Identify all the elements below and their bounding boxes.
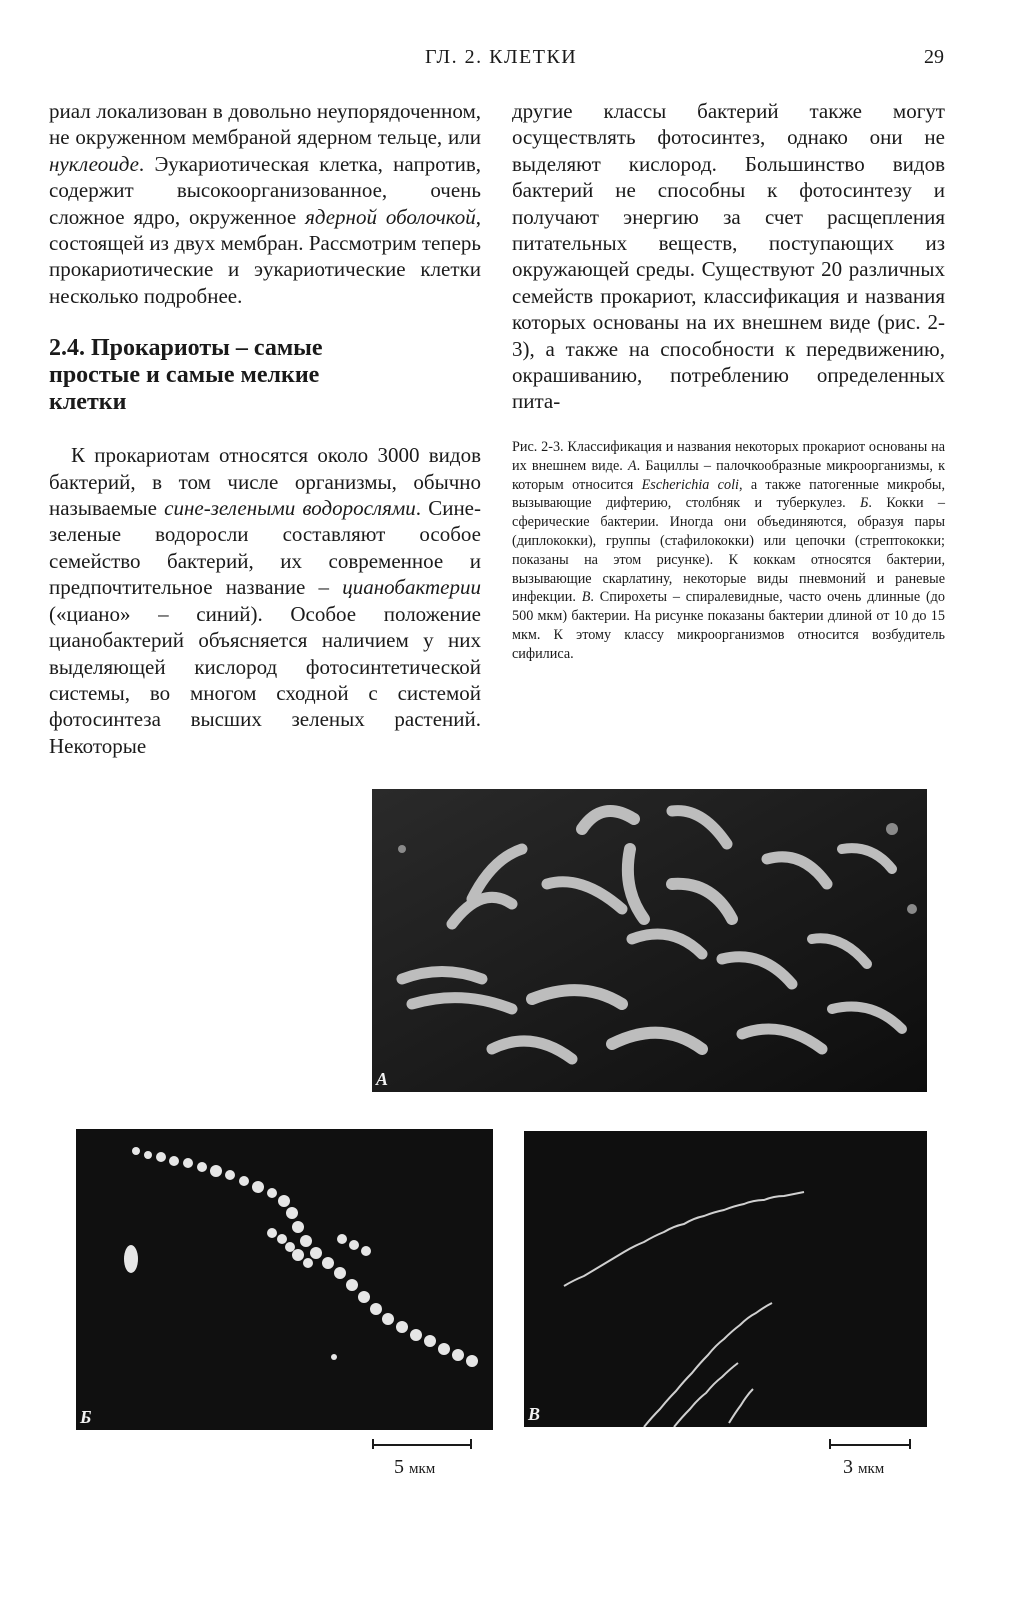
scale-value: 5 xyxy=(394,1456,404,1478)
caption-run: . Спирохеты – спиралевидные, часто очень длинные (до 500 мкм) бактерии. На рисунке показаны бактерии длиной от 10 до 15 мкм. К этому классу микроорганизмов относится возбудитель сифилиса. xyxy=(512,589,945,662)
panel-label-b: Б xyxy=(80,1407,92,1427)
text-run: , состоящей из двух мембран. Рассмотрим теперь прокариотические и эукариотические клетки несколько подробнее. xyxy=(49,204,481,308)
text-run: . Сине-зеленые водоросли составляют особое семейство бактерий, их современное и предпочтительное название – xyxy=(49,496,481,600)
scale-bar-line xyxy=(372,1444,472,1446)
continuation-paragraph: другие классы бактерий также могут осуществлять фотосинтез, однако они не выделяют кислород. Большинство видов бактерий не способны к фотосинтезу и получают энергию за счет расщепления питательных веществ, поступающих из окружающей среды. Существуют 20 различных семейств прокариот, классификация и названия которых основаны на их внешнем виде (рис. 2-3), а также на способности к передвижению, окрашиванию, потреблению определенных пита- xyxy=(512,99,945,414)
spirochetes-image xyxy=(524,1131,927,1427)
micrograph-cocci xyxy=(76,1129,493,1430)
section-heading: 2.4. Прокариоты – самые простые и самые мелкие клетки xyxy=(49,335,323,416)
bacilli-image xyxy=(372,789,927,1092)
micrograph-spirochetes xyxy=(524,1131,927,1427)
scale-bar-tick xyxy=(470,1439,472,1449)
caption-run: . Бациллы – палочкообразные микроорганизмы, к которым относится xyxy=(512,457,945,493)
scale-bar-tick xyxy=(829,1439,831,1449)
term-blue-green-algae: сине-зелеными водорослями xyxy=(164,496,416,521)
page-header xyxy=(0,46,1034,76)
figure-caption xyxy=(512,438,945,664)
scale-unit: мкм xyxy=(858,1461,885,1477)
scale-bar-tick xyxy=(372,1439,374,1449)
text-run: риал локализован в довольно неупорядоченном, не окруженном мембраной ядерном тельце, или xyxy=(49,99,481,150)
text-run: . Эукариотическая клетка, напротив, содержит высокоорганизованное, очень сложное ядро, окруженное xyxy=(49,151,481,229)
left-column xyxy=(49,98,481,759)
term-nucleoid: нуклеоиде xyxy=(49,151,139,176)
right-column xyxy=(512,98,945,415)
micrograph-bacilli xyxy=(372,789,927,1092)
term-cyanobacteria: цианобактерии xyxy=(342,575,481,600)
caption-run: . Кокки – сферические бактерии. Иногда они объединяются, образуя пары (диплококки), группы (стафилококки) или цепочки (стрептококки; показаны на этом рисунке). К коккам относятся бактерии, вызывающие скарлатину, некоторые виды пневмоний и раневые инфекции. xyxy=(512,495,946,606)
caption-panel-ref: Б xyxy=(860,495,869,512)
scale-value: 3 xyxy=(843,1456,853,1478)
text-run: («циано» – синий). Особое положение цианобактерий объясняется наличием у них выделяющей кислород фотосинтетической системы, во многом сходной с системой фотосинтеза высших зеленых растений. Некоторые xyxy=(49,601,481,758)
page-number: 29 xyxy=(924,46,944,68)
panel-label-a: А xyxy=(376,1069,389,1089)
caption-panel-ref: А xyxy=(627,457,637,474)
scale-unit: мкм xyxy=(409,1461,436,1477)
scale-bar-tick xyxy=(909,1439,911,1449)
caption-panel-ref: В xyxy=(581,589,591,606)
intro-paragraph xyxy=(49,98,481,309)
scale-bar-line xyxy=(829,1444,911,1446)
caption-run: Рис. 2-3. Классификация и названия некоторых прокариот основаны на их внешнем виде. xyxy=(512,439,945,474)
scale-bar-label xyxy=(394,1456,435,1479)
text-run: К прокариотам относятся около 3000 видов бактерий, в том числе организмы, обычно называемые xyxy=(49,443,481,521)
cocci-image xyxy=(76,1129,493,1430)
panel-label-c: В xyxy=(528,1404,541,1424)
scale-bar-label xyxy=(843,1456,884,1479)
caption-run: , а также патогенные микробы, вызывающие дифтерию, столбняк и туберкулез. xyxy=(512,476,945,512)
term-nuclear-envelope: ядерной оболочкой xyxy=(305,204,476,229)
caption-species: Escherichia coli xyxy=(641,476,739,493)
prokaryotes-paragraph xyxy=(49,442,481,759)
running-head: ГЛ. 2. КЛЕТКИ xyxy=(425,46,578,68)
